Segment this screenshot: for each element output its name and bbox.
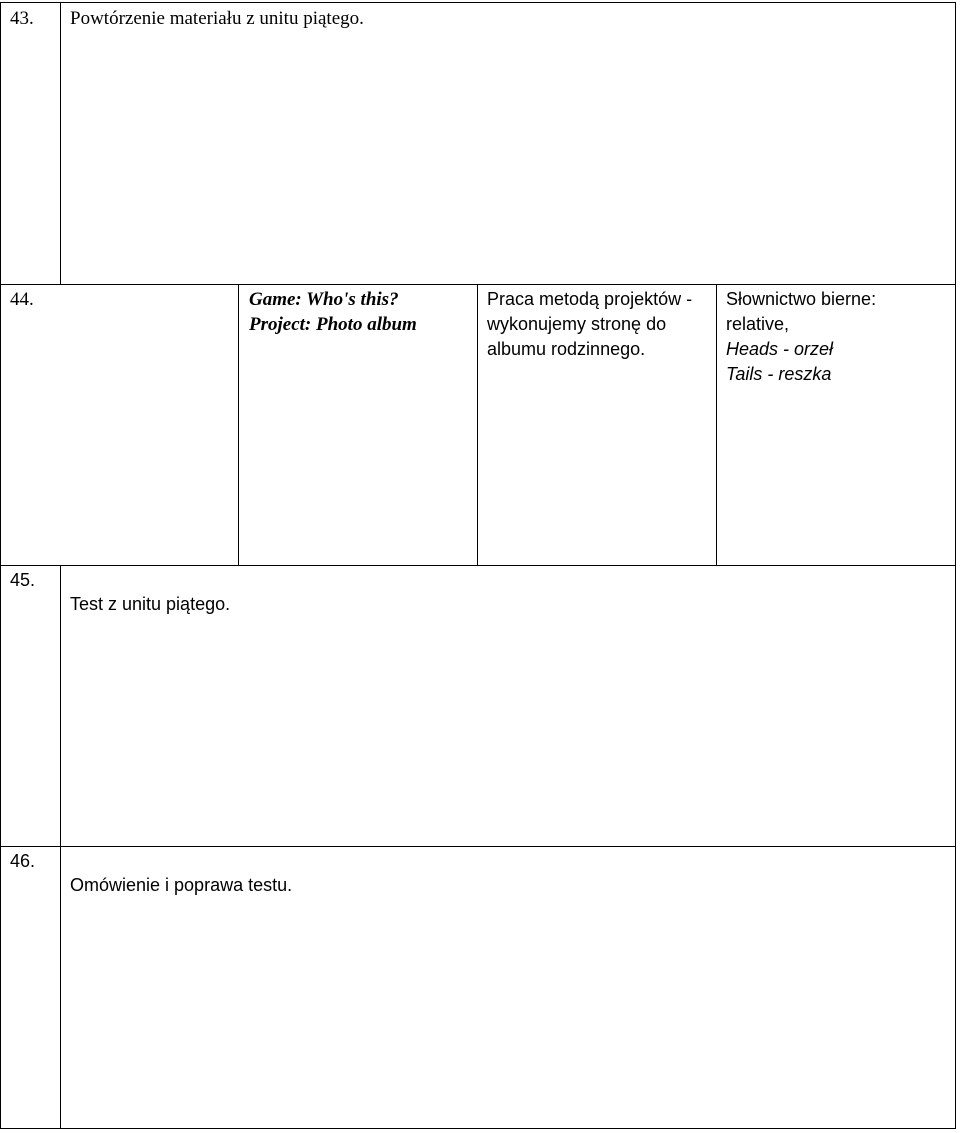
vocabulary-item: Heads - orzeł xyxy=(726,339,834,359)
row-divider-45-46 xyxy=(0,846,956,847)
column-divider-44-a xyxy=(238,284,239,566)
method-line: wykonujemy stronę do xyxy=(487,314,667,334)
table-border-left xyxy=(0,2,1,1129)
vocabulary-heading: Słownictwo bierne: xyxy=(726,289,877,309)
column-divider-44-b xyxy=(477,284,478,566)
lesson-topic-46: Omówienie i poprawa testu. xyxy=(70,875,293,895)
lesson-number-46: 46. xyxy=(10,851,36,871)
lesson-number-45: 45. xyxy=(10,570,36,590)
table-border-top xyxy=(0,2,956,3)
lesson-activity-44 xyxy=(249,287,417,337)
method-line: albumu rodzinnego. xyxy=(487,339,646,359)
column-divider-44-c xyxy=(716,284,717,566)
row-divider-44-45 xyxy=(0,565,956,566)
lesson-method-44 xyxy=(487,287,692,362)
number-column-divider-45-46 xyxy=(60,565,61,1129)
vocabulary-item: Tails - reszka xyxy=(726,364,832,384)
lesson-number-44: 44. xyxy=(10,289,34,310)
lesson-vocabulary-44 xyxy=(726,287,876,387)
method-line: Praca metodą projektów - xyxy=(487,289,693,309)
lesson-topic-45: Test z unitu piątego. xyxy=(70,594,231,614)
number-column-divider-43 xyxy=(60,2,61,285)
table-border-bottom xyxy=(0,1128,956,1129)
lesson-topic-43: Powtórzenie materiału z unitu piątego. xyxy=(70,8,364,29)
row-divider-43-44 xyxy=(0,284,956,285)
project-title: Project: Photo album xyxy=(249,314,417,335)
table-border-right xyxy=(955,2,956,1129)
game-title: Game: Who's this? xyxy=(249,289,399,310)
vocabulary-item: relative, xyxy=(726,314,790,334)
lesson-number-43: 43. xyxy=(10,8,34,29)
